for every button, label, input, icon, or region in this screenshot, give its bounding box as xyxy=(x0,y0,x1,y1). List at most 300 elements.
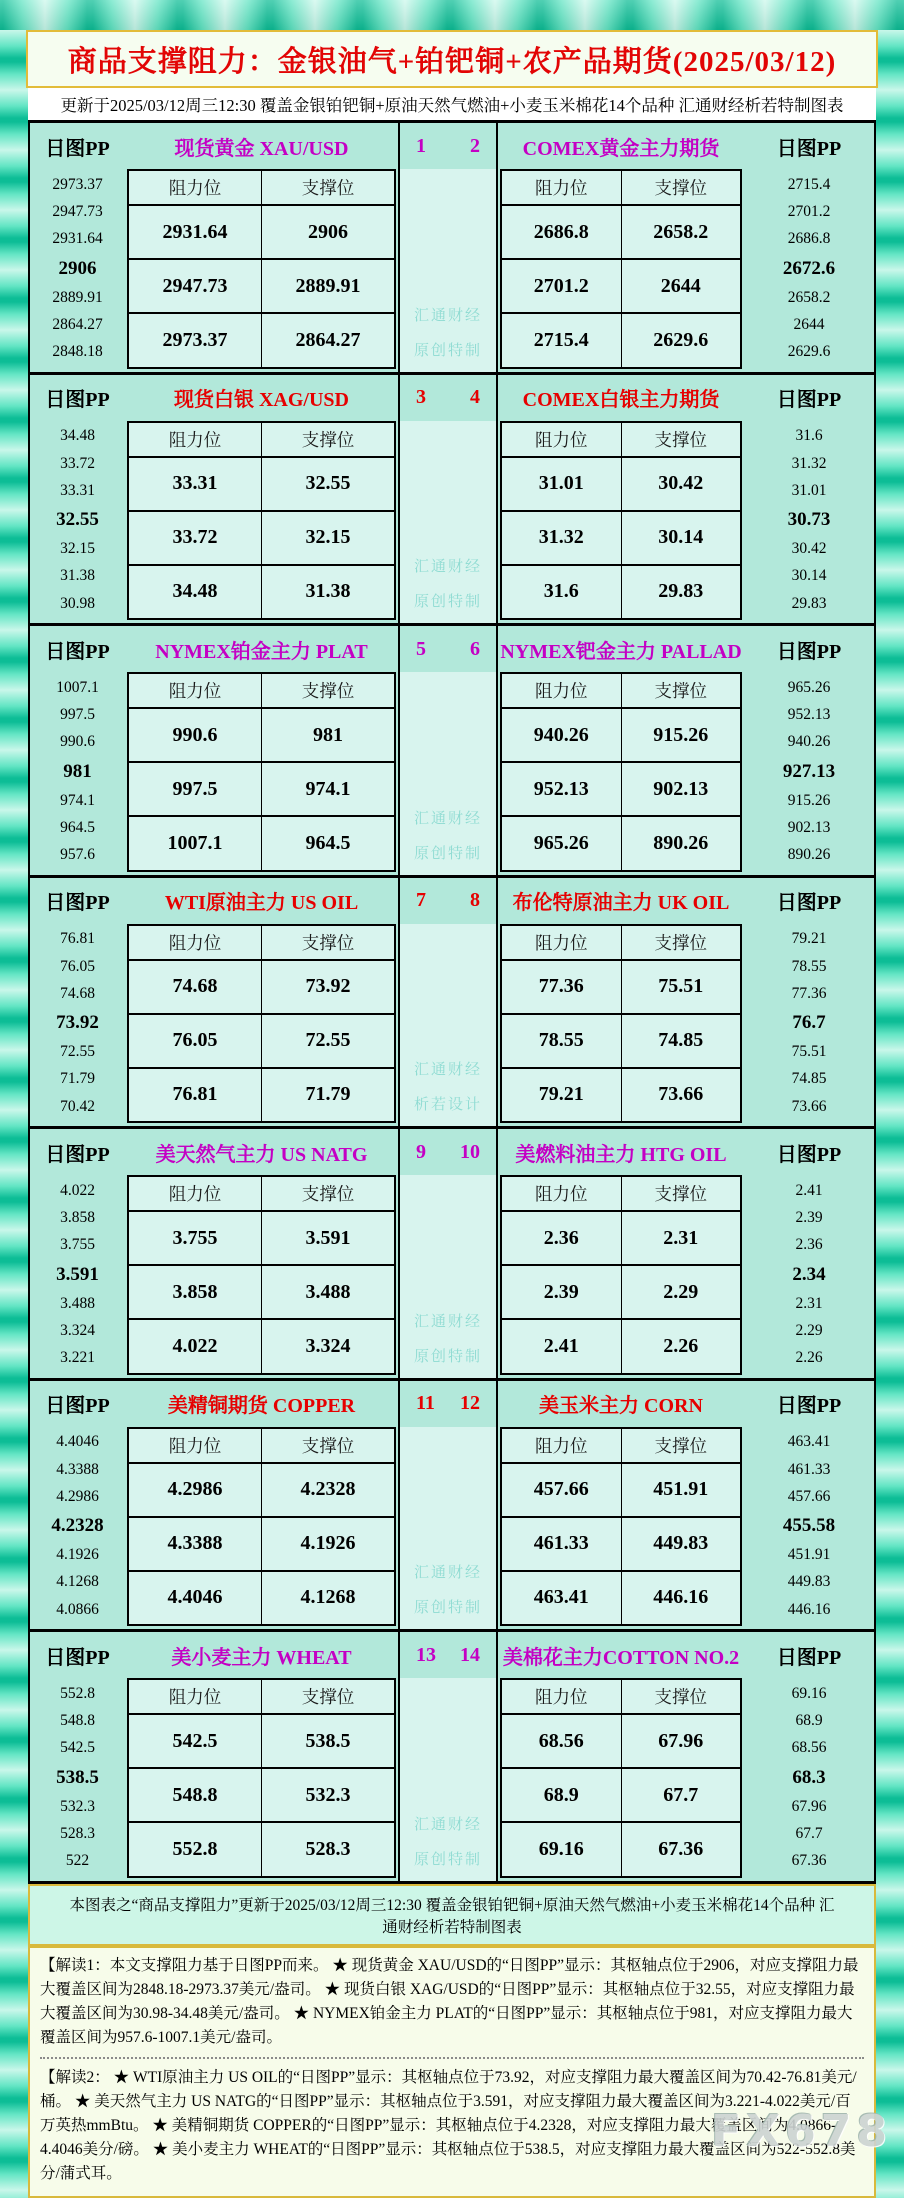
support-value: 2629.6 xyxy=(653,328,709,351)
support-value: 30.14 xyxy=(658,526,704,549)
pp-pivot-level: 32.55 xyxy=(56,509,99,531)
pp-level: 2.41 xyxy=(795,1181,823,1199)
support-value: 29.83 xyxy=(658,580,704,603)
support-value: 4.1926 xyxy=(300,1532,356,1555)
resistance-value: 461.33 xyxy=(502,1518,622,1570)
pp-ladder-right xyxy=(744,1678,874,1881)
instrument-title: 现货白银 XAG/USD xyxy=(173,389,349,411)
pp-level: 4.4046 xyxy=(56,1433,99,1451)
pp-level: 77.36 xyxy=(791,984,827,1002)
instrument-column-left xyxy=(125,1381,398,1630)
support-value: 67.7 xyxy=(663,1783,699,1806)
table-row xyxy=(502,206,740,260)
pp-sidebar-right xyxy=(744,1129,874,1378)
resistance-value: 2.41 xyxy=(502,1320,622,1372)
center-watermark: 汇通财经 原创特制 xyxy=(413,1564,482,1616)
pp-level: 890.26 xyxy=(787,846,831,864)
resistance-value: 457.66 xyxy=(502,1464,622,1516)
resistance-value: 77.36 xyxy=(502,961,622,1013)
table-row xyxy=(502,1464,740,1518)
instrument-title: NYMEX钯金主力 PALLAD xyxy=(500,640,742,663)
support-value: 2644 xyxy=(660,274,701,297)
instrument-title: 美玉米主力 CORN xyxy=(539,1395,703,1417)
pp-level: 29.83 xyxy=(791,594,827,612)
instrument-column-right xyxy=(498,1632,744,1881)
table-row xyxy=(129,763,394,817)
support-value: 3.591 xyxy=(305,1226,351,1249)
instrument-column-left xyxy=(125,1632,398,1881)
resistance-value: 2947.73 xyxy=(129,260,262,312)
pp-pivot-level: 4.2328 xyxy=(51,1515,104,1537)
pp-sidebar-right xyxy=(744,626,874,875)
resistance-value: 68.56 xyxy=(502,1715,622,1767)
support-col-header: 支撑位 xyxy=(654,932,707,953)
support-value: 451.91 xyxy=(653,1478,709,1501)
pp-level: 34.48 xyxy=(60,427,95,445)
support-value: 32.55 xyxy=(305,472,351,495)
pp-ladder-right xyxy=(744,924,874,1127)
pp-level: 2.29 xyxy=(795,1321,823,1339)
pp-level: 2644 xyxy=(793,315,825,333)
pp-level: 30.14 xyxy=(791,567,827,585)
pp-level: 940.26 xyxy=(787,733,831,751)
table-row xyxy=(129,314,394,366)
pivot-table-left xyxy=(127,1427,396,1627)
center-watermark: 汇通财经 原创特制 xyxy=(413,809,482,862)
pp-ladder-left xyxy=(30,1175,125,1378)
resistance-col-header: 阻力位 xyxy=(129,1680,262,1713)
center-watermark: 汇通财经 原创特制 xyxy=(413,1312,482,1365)
table-row xyxy=(502,512,740,566)
support-value: 4.1268 xyxy=(300,1586,356,1609)
pp-level: 74.85 xyxy=(791,1070,827,1088)
pp-level: 70.42 xyxy=(60,1097,95,1115)
pp-level: 68.9 xyxy=(795,1712,823,1730)
pp-level: 2.39 xyxy=(795,1209,823,1227)
resistance-value: 68.9 xyxy=(502,1769,622,1821)
table-row xyxy=(502,566,740,618)
instrument-title: WTI原油主力 US OIL xyxy=(164,892,359,914)
pp-level: 4.3388 xyxy=(56,1460,99,1478)
center-column xyxy=(398,1129,498,1378)
support-value: 2658.2 xyxy=(653,220,709,243)
pp-level: 2947.73 xyxy=(52,203,103,221)
dotted-divider xyxy=(40,2057,864,2059)
pp-level: 67.36 xyxy=(791,1852,827,1870)
support-col-header: 支撑位 xyxy=(301,1435,355,1456)
support-value: 31.38 xyxy=(305,580,351,603)
table-row xyxy=(502,1069,740,1121)
pair-number: 3 xyxy=(416,386,426,408)
resistance-col-header: 阻力位 xyxy=(129,674,262,707)
resistance-col-header: 阻力位 xyxy=(502,926,622,959)
pp-pivot-level: 927.13 xyxy=(782,760,836,782)
page-title: 商品支撑阻力：金银油气+铂钯铜+农产品期货(2025/03/12) xyxy=(67,45,837,78)
pp-level: 31.32 xyxy=(791,454,827,472)
pp-sidebar-right xyxy=(744,878,874,1127)
pp-level: 2973.37 xyxy=(52,175,103,193)
pp-sidebar-left xyxy=(30,1129,125,1378)
pp-level: 2889.91 xyxy=(52,288,103,306)
support-col-header: 支撑位 xyxy=(301,1184,355,1204)
blocks-container xyxy=(28,120,876,1884)
daily-pp-label: 日图PP xyxy=(776,137,842,160)
resistance-value: 548.8 xyxy=(129,1769,262,1821)
resistance-value: 3.755 xyxy=(129,1212,262,1264)
pivot-table-right xyxy=(500,1175,742,1375)
pp-ladder-right xyxy=(744,672,874,875)
table-row xyxy=(129,1320,394,1372)
support-value: 915.26 xyxy=(653,723,709,746)
instrument-column-right xyxy=(498,1129,744,1378)
support-value: 2906 xyxy=(308,220,348,243)
pp-pivot-level: 455.58 xyxy=(782,1515,836,1537)
pair-number: 14 xyxy=(460,1643,480,1666)
instrument-title: 美天然气主力 US NATG xyxy=(155,1143,368,1166)
pp-level: 69.16 xyxy=(791,1684,827,1702)
pp-level: 3.755 xyxy=(60,1236,95,1254)
center-body xyxy=(400,1427,496,1630)
center-column xyxy=(398,375,498,624)
support-value: 73.66 xyxy=(658,1083,704,1106)
pp-level: 965.26 xyxy=(787,678,831,696)
resistance-col-header: 阻力位 xyxy=(129,423,262,456)
pp-pivot-level: 73.92 xyxy=(56,1012,99,1034)
pp-level: 990.6 xyxy=(60,733,95,751)
support-value: 75.51 xyxy=(658,975,704,998)
resistance-value: 4.3388 xyxy=(129,1518,262,1570)
pp-level: 3.858 xyxy=(60,1209,95,1227)
table-row xyxy=(502,1320,740,1372)
center-body xyxy=(400,169,496,372)
table-row xyxy=(502,817,740,869)
resistance-value: 990.6 xyxy=(129,709,262,761)
center-watermark: 汇通财经 析若设计 xyxy=(413,1061,482,1113)
center-watermark: 汇通财经 原创特制 xyxy=(413,306,482,359)
resistance-value: 79.21 xyxy=(502,1069,622,1121)
pp-level: 915.26 xyxy=(787,791,831,809)
table-row xyxy=(502,1015,740,1069)
pp-level: 31.6 xyxy=(795,427,823,445)
table-row xyxy=(129,1715,394,1769)
commodity-block xyxy=(30,1126,874,1378)
instrument-title: 美燃料油主力 HTG OIL xyxy=(515,1143,727,1166)
support-value: 964.5 xyxy=(305,831,351,854)
pp-level: 528.3 xyxy=(60,1824,95,1842)
pp-ladder-left xyxy=(30,1427,125,1630)
pp-ladder-right xyxy=(744,169,874,372)
pp-level: 457.66 xyxy=(787,1487,831,1505)
pp-level: 4.2986 xyxy=(56,1487,99,1505)
pp-level: 548.8 xyxy=(60,1712,95,1730)
daily-pp-label: 日图PP xyxy=(45,640,110,663)
resistance-value: 997.5 xyxy=(129,763,262,815)
pp-level: 31.01 xyxy=(791,481,827,499)
daily-pp-label: 日图PP xyxy=(45,1395,110,1417)
pair-number: 12 xyxy=(460,1392,480,1414)
resistance-value: 940.26 xyxy=(502,709,622,761)
resistance-value: 33.31 xyxy=(129,458,262,510)
pair-number: 2 xyxy=(470,134,480,157)
support-value: 449.83 xyxy=(653,1532,709,1555)
pp-level: 2.36 xyxy=(795,1236,823,1254)
support-col-header: 支撑位 xyxy=(301,429,355,450)
support-col-header: 支撑位 xyxy=(654,178,707,198)
resistance-value: 2701.2 xyxy=(502,260,622,312)
pp-level: 2715.4 xyxy=(787,175,831,193)
support-value: 538.5 xyxy=(305,1729,351,1752)
pivot-table-left xyxy=(127,672,396,872)
support-value: 902.13 xyxy=(653,777,709,800)
pp-level: 957.6 xyxy=(60,846,95,864)
pp-level: 75.51 xyxy=(791,1043,827,1061)
pp-sidebar-right xyxy=(744,375,874,624)
pair-number: 13 xyxy=(416,1643,436,1666)
support-col-header: 支撑位 xyxy=(654,681,707,701)
pivot-table-left xyxy=(127,1678,396,1878)
pp-level: 451.91 xyxy=(787,1546,831,1564)
pp-level: 4.1268 xyxy=(56,1573,99,1591)
daily-pp-label: 日图PP xyxy=(776,1646,842,1669)
pair-number: 6 xyxy=(470,637,480,660)
pp-level: 4.022 xyxy=(60,1181,95,1199)
daily-pp-label: 日图PP xyxy=(45,137,110,160)
pivot-table-left xyxy=(127,421,396,621)
pp-ladder-left xyxy=(30,924,125,1127)
commodity-block xyxy=(30,1378,874,1630)
pp-sidebar-right xyxy=(744,1632,874,1881)
support-value: 67.36 xyxy=(658,1837,704,1860)
resistance-col-header: 阻力位 xyxy=(129,1429,262,1462)
resistance-col-header: 阻力位 xyxy=(502,1680,622,1713)
pp-level: 2931.64 xyxy=(52,230,103,248)
pp-level: 952.13 xyxy=(787,706,831,724)
support-value: 532.3 xyxy=(305,1783,351,1806)
table-row xyxy=(129,206,394,260)
pp-sidebar-left xyxy=(30,123,125,372)
pivot-table-right xyxy=(500,421,742,621)
support-value: 30.42 xyxy=(658,472,704,495)
table-row xyxy=(502,709,740,763)
note-2: 【解读2： ★ WTI原油主力 US OIL的“日图PP”显示：其枢轴点位于73.92，对应支撑阻力最大覆盖区间为70.42-76.81美元/桶。 ★ 美天然气主力 US NATG的“日图PP”显示：其枢轴点位于3.591，对应支撑阻力最大覆盖区间为3.221-4.022美元/百万英热mmBtu。 ★ 美精铜期货 COPPER的“日图PP”显示：其枢轴点位于4.2328，对应支撑阻力最大覆盖区间为4.0866-4.4046美分/磅。 ★ 美小麦主力 WHEAT的“日图PP”显示：其枢轴点位于538.5，对应支撑阻力最大覆盖区间为522-552.8美分/蒲式耳。 xyxy=(40,2068,857,2182)
table-row xyxy=(502,458,740,512)
pp-level: 974.1 xyxy=(60,791,95,809)
resistance-value: 2.39 xyxy=(502,1266,622,1318)
center-column xyxy=(398,123,498,372)
instrument-column-right xyxy=(498,878,744,1127)
pivot-table-right xyxy=(500,672,742,872)
pp-ladder-left xyxy=(30,1678,125,1881)
pp-level: 72.55 xyxy=(60,1043,95,1061)
instrument-title: NYMEX铂金主力 PLAT xyxy=(155,640,368,663)
resistance-value: 76.81 xyxy=(129,1069,262,1121)
support-value: 3.488 xyxy=(305,1280,351,1303)
pp-level: 76.05 xyxy=(60,957,95,975)
pp-level: 74.68 xyxy=(60,984,95,1002)
support-value: 981 xyxy=(313,723,343,746)
pp-level: 4.1926 xyxy=(56,1546,99,1564)
pivot-table-left xyxy=(127,169,396,369)
resistance-value: 76.05 xyxy=(129,1015,262,1067)
support-value: 2864.27 xyxy=(295,328,361,351)
table-row xyxy=(502,961,740,1015)
pivot-table-right xyxy=(500,169,742,369)
pp-level: 2.26 xyxy=(795,1349,823,1367)
resistance-col-header: 阻力位 xyxy=(502,423,622,456)
resistance-col-header: 阻力位 xyxy=(502,171,622,204)
pp-level: 532.3 xyxy=(60,1797,95,1815)
pair-numbers xyxy=(400,1392,496,1415)
table-row xyxy=(129,1464,394,1518)
pp-sidebar-right xyxy=(744,123,874,372)
support-value: 4.2328 xyxy=(300,1478,356,1501)
resistance-value: 31.32 xyxy=(502,512,622,564)
daily-pp-label: 日图PP xyxy=(45,1143,110,1166)
pair-numbers xyxy=(400,135,496,158)
resistance-value: 74.68 xyxy=(129,961,262,1013)
support-value: 3.324 xyxy=(305,1334,351,1357)
pp-level: 78.55 xyxy=(791,957,827,975)
pp-level: 2701.2 xyxy=(787,203,831,221)
support-value: 2889.91 xyxy=(295,274,361,297)
pp-level: 3.221 xyxy=(60,1349,95,1367)
pair-number: 1 xyxy=(416,134,426,157)
resistance-value: 463.41 xyxy=(502,1572,622,1624)
pp-level: 2848.18 xyxy=(52,343,103,361)
pair-numbers xyxy=(400,1141,496,1164)
table-row xyxy=(129,1015,394,1069)
table-row xyxy=(129,1823,394,1875)
center-body xyxy=(400,1678,496,1881)
pp-pivot-level: 2672.6 xyxy=(782,257,836,279)
table-row xyxy=(129,1518,394,1572)
center-body xyxy=(400,924,496,1127)
resistance-col-header: 阻力位 xyxy=(502,1177,622,1210)
resistance-value: 3.858 xyxy=(129,1266,262,1318)
pair-number: 10 xyxy=(460,1140,480,1163)
resistance-value: 4.022 xyxy=(129,1320,262,1372)
pp-ladder-right xyxy=(744,1175,874,1378)
daily-pp-label: 日图PP xyxy=(776,1143,842,1166)
resistance-value: 31.01 xyxy=(502,458,622,510)
commodity-block xyxy=(30,120,874,372)
table-row xyxy=(129,512,394,566)
pair-number: 11 xyxy=(416,1392,435,1414)
pp-level: 68.56 xyxy=(791,1739,827,1757)
resistance-value: 34.48 xyxy=(129,566,262,618)
support-value: 2.31 xyxy=(663,1226,699,1249)
instrument-title: COMEX黄金主力期货 xyxy=(522,137,720,160)
support-value: 67.96 xyxy=(658,1729,704,1752)
daily-pp-label: 日图PP xyxy=(776,892,842,914)
pp-level: 76.81 xyxy=(60,930,95,948)
table-row xyxy=(502,1769,740,1823)
resistance-value: 2686.8 xyxy=(502,206,622,258)
pp-level: 2864.27 xyxy=(52,315,103,333)
pp-level: 2658.2 xyxy=(787,288,831,306)
instrument-column-left xyxy=(125,878,398,1127)
resistance-value: 542.5 xyxy=(129,1715,262,1767)
pair-numbers xyxy=(400,1644,496,1667)
pair-numbers xyxy=(400,889,496,912)
resistance-value: 2973.37 xyxy=(129,314,262,366)
pp-level: 67.96 xyxy=(791,1797,827,1815)
resistance-value: 2715.4 xyxy=(502,314,622,366)
pair-number: 5 xyxy=(416,637,426,660)
support-col-header: 支撑位 xyxy=(654,1435,707,1456)
table-row xyxy=(129,566,394,618)
resistance-value: 78.55 xyxy=(502,1015,622,1067)
pp-level: 30.42 xyxy=(791,540,827,558)
top-border-band xyxy=(0,0,904,30)
pp-level: 33.31 xyxy=(60,481,95,499)
table-row xyxy=(502,1212,740,1266)
center-watermark: 汇通财经 原创特制 xyxy=(413,558,482,610)
center-column xyxy=(398,626,498,875)
pp-ladder-left xyxy=(30,421,125,624)
resistance-value: 552.8 xyxy=(129,1823,262,1875)
pp-level: 461.33 xyxy=(787,1460,831,1478)
resistance-col-header: 阻力位 xyxy=(129,1177,262,1210)
center-column xyxy=(398,1632,498,1881)
pair-number: 4 xyxy=(470,386,480,408)
note-1: 【解读1：本文支撑阻力基于日图PP而来。 ★ 现货黄金 XAU/USD的“日图PP”显示：其枢轴点位于2906，对应支撑阻力最大覆盖区间为2848.18-2973.37美元/盎司。 ★ 现货白银 XAG/USD的“日图PP”显示：其枢轴点位于32.55，对应支撑阻力最大覆盖区间为30.98-34.48美元/盎司。 ★ NYMEX铂金主力 PLAT的“日图PP”显示：其枢轴点位于981，对应支撑阻力最大覆盖区间为957.6-1007.1美元/盎司。 xyxy=(40,1956,859,2046)
pp-level: 997.5 xyxy=(60,706,95,724)
table-row xyxy=(129,817,394,869)
table-row xyxy=(129,1266,394,1320)
pp-level: 964.5 xyxy=(60,818,95,836)
center-body xyxy=(400,421,496,624)
table-row xyxy=(129,709,394,763)
support-value: 73.92 xyxy=(305,975,351,998)
table-row xyxy=(502,1823,740,1875)
resistance-value: 69.16 xyxy=(502,1823,622,1875)
daily-pp-label: 日图PP xyxy=(45,1646,110,1669)
pivot-table-right xyxy=(500,924,742,1124)
pp-sidebar-left xyxy=(30,375,125,624)
center-column xyxy=(398,878,498,1127)
table-row xyxy=(502,763,740,817)
pp-level: 31.38 xyxy=(60,567,95,585)
table-row xyxy=(502,260,740,314)
table-row xyxy=(502,314,740,366)
instrument-column-right xyxy=(498,626,744,875)
support-value: 71.79 xyxy=(305,1083,351,1106)
instrument-title: 布伦特原油主力 UK OIL xyxy=(512,892,730,914)
table-row xyxy=(129,1572,394,1624)
support-value: 74.85 xyxy=(658,1029,704,1052)
update-line: 更新于2025/03/12周三12:30 覆盖金银铂钯铜+原油天然气燃油+小麦玉米棉花14个品种 汇通财经析若特制图表 xyxy=(28,88,876,120)
table-row xyxy=(502,1518,740,1572)
resistance-col-header: 阻力位 xyxy=(129,171,262,204)
support-value: 528.3 xyxy=(305,1837,351,1860)
pp-pivot-level: 538.5 xyxy=(56,1766,99,1788)
resistance-value: 2931.64 xyxy=(129,206,262,258)
commodity-block xyxy=(30,623,874,875)
resistance-value: 4.2986 xyxy=(129,1464,262,1516)
instrument-column-left xyxy=(125,123,398,372)
support-value: 72.55 xyxy=(305,1029,351,1052)
pp-sidebar-left xyxy=(30,878,125,1127)
instrument-column-right xyxy=(498,375,744,624)
instrument-title: 美棉花主力COTTON NO.2 xyxy=(502,1646,740,1669)
pp-level: 522 xyxy=(65,1852,90,1870)
pp-level: 67.7 xyxy=(795,1824,823,1842)
pp-level: 542.5 xyxy=(60,1739,95,1757)
pp-level: 463.41 xyxy=(787,1433,831,1451)
instrument-column-left xyxy=(125,1129,398,1378)
center-body xyxy=(400,1175,496,1378)
